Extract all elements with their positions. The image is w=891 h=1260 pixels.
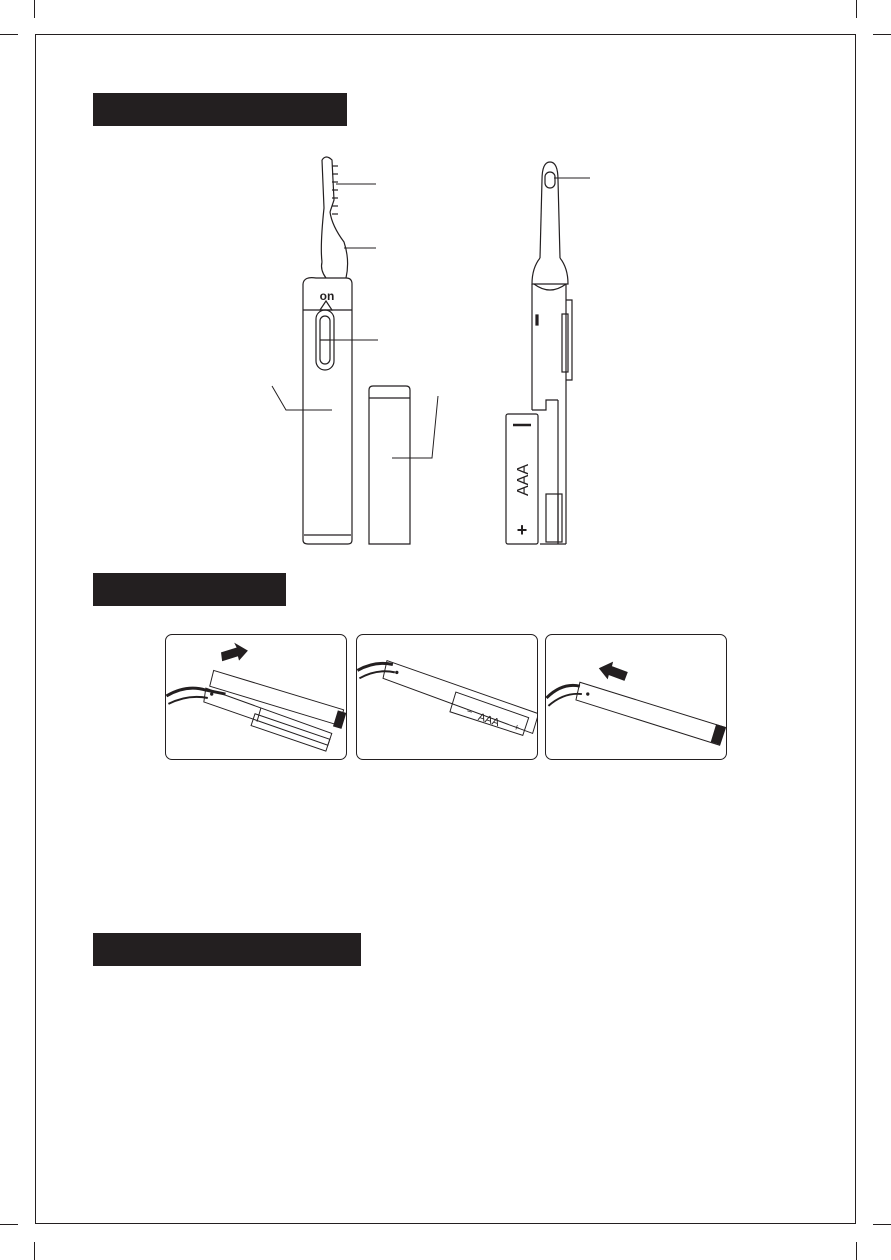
crop-mark xyxy=(0,1224,18,1225)
battery-cap xyxy=(369,386,410,544)
parts-diagram xyxy=(260,150,620,550)
battery-type-label: AAA xyxy=(515,463,532,497)
step2-battery-minus: − xyxy=(464,706,474,719)
crop-mark xyxy=(873,34,891,35)
step2-battery-label: AAA xyxy=(476,711,501,730)
crop-mark xyxy=(34,0,35,18)
arrow-left-icon xyxy=(600,663,628,681)
crop-mark xyxy=(0,34,18,35)
battery-step-2-panel xyxy=(356,634,538,760)
switch-on-label: on xyxy=(319,289,335,303)
crop-mark xyxy=(34,1242,35,1260)
leader-lines xyxy=(272,184,438,458)
aaa-battery xyxy=(506,414,538,544)
battery-step-1-panel xyxy=(165,634,347,760)
step2-battery-plus: + xyxy=(512,721,521,735)
battery-plus-symbol: + xyxy=(516,520,528,540)
crop-mark xyxy=(856,0,857,18)
section-heading-bar-usage xyxy=(93,933,361,966)
battery-step-3-panel xyxy=(545,634,727,760)
section-heading-bar-battery xyxy=(93,573,286,606)
led-light xyxy=(545,172,555,188)
device-front-view xyxy=(303,157,352,544)
crop-mark xyxy=(856,1242,857,1260)
arrow-right-icon xyxy=(222,644,248,661)
section-heading-bar-parts xyxy=(93,93,347,126)
crop-mark xyxy=(873,1224,891,1225)
